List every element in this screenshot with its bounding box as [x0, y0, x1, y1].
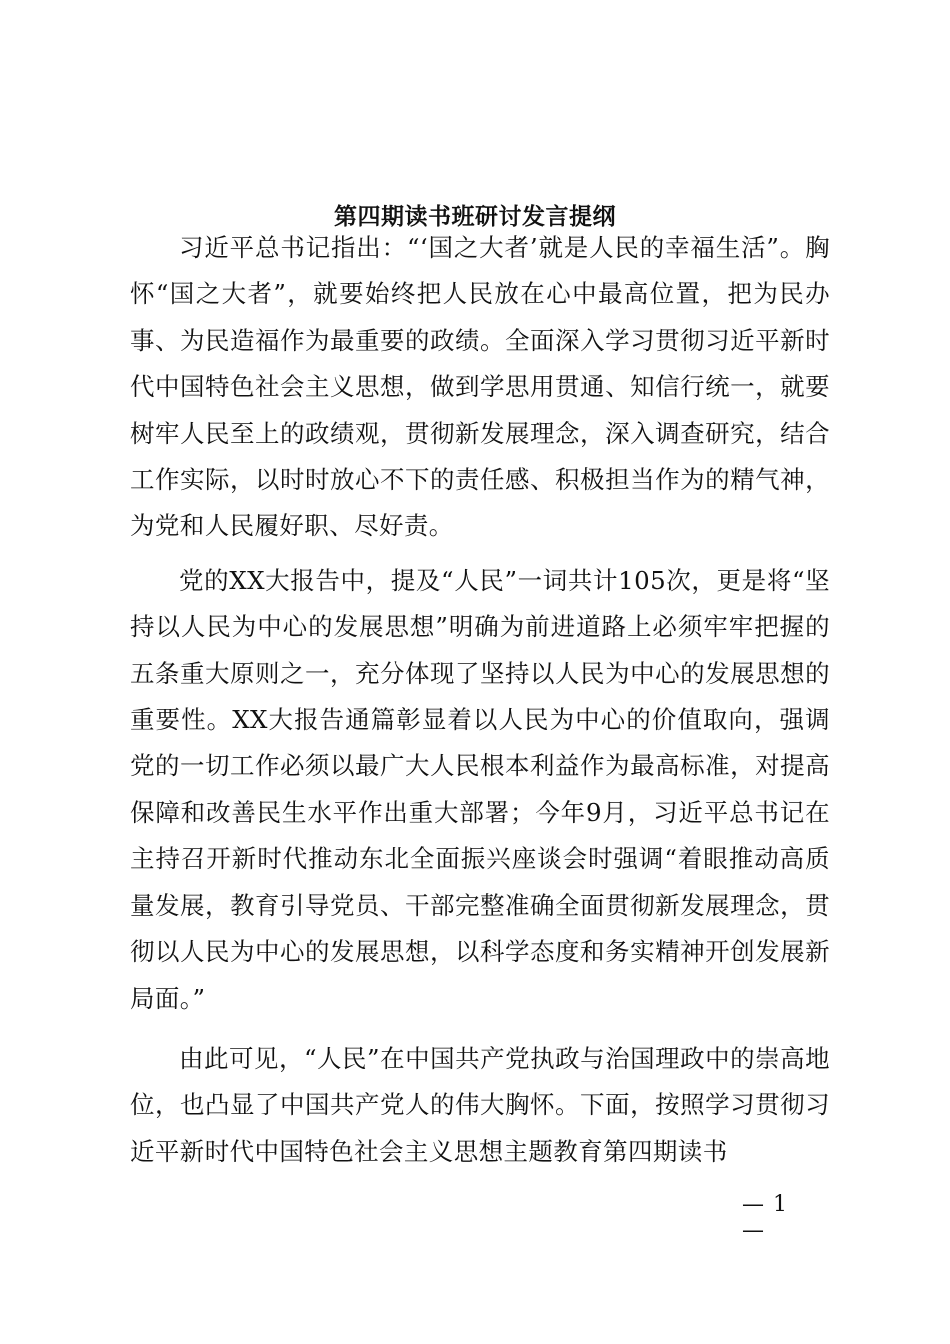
document-body	[130, 225, 830, 1175]
paragraph-3: 由此可见，“人民”在中国共产党执政与治国理政中的崇高地位，也凸显了中国共产党人的伟大胸怀。下面，按照学习贯彻习近平新时代中国特色社会主义思想主题教育第四期读书	[130, 1043, 830, 1166]
document-title: 第四期读书班研讨发言提纲	[334, 203, 616, 231]
page-number: — 1 —	[742, 1192, 788, 1243]
paragraph-1: 习近平总书记指出：“‘国之大者’就是人民的幸福生活”。胸怀“国之大者”，就要始终把人民放在心中最高位置，把为民办事、为民造福作为最重要的政绩。全面深入学习贯彻习近平新时代中国特色社会主义思想，做到学思用贯通、知信行统一，就要树牢人民至上的政绩观，贯彻新发展理念，深入调查研究，结合工作实际，以时时放心不下的责任感、积极担当作为的精气神，为党和人民履好职、尽好责。	[130, 233, 830, 541]
paragraph-2: 党的XX大报告中，提及“人民”一词共计105次，更是将“坚持以人民为中心的发展思想”明确为前进道路上必须牢牢把握的五条重大原则之一，充分体现了坚持以人民为中心的发展思想的重要性。XX大报告通篇彰显着以人民为中心的价值取向，强调党的一切工作必须以最广大人民根本利益作为最高标准，对提高保障和改善民生水平作出重大部署；今年9月，习近平总书记在主持召开新时代推动东北全面振兴座谈会时强调“着眼推动高质量发展，教育引导党员、干部完整准确全面贯彻新发展理念，贯彻以人民为中心的发展思想，以科学态度和务实精神开创发展新局面。”	[130, 565, 830, 1013]
